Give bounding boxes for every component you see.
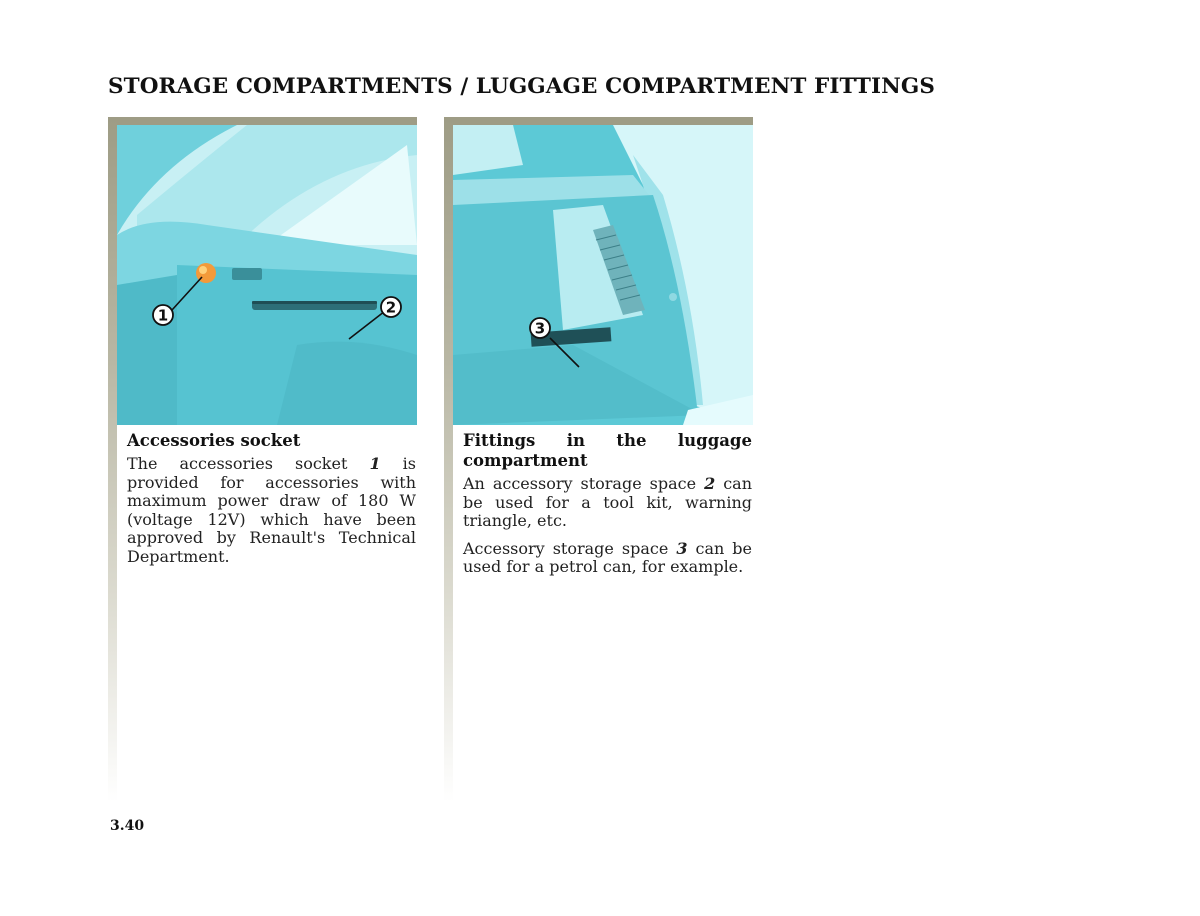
luggage-compartment-photo bbox=[453, 125, 753, 425]
reference-number: 3 bbox=[676, 538, 688, 558]
page-title: STORAGE COMPARTMENTS / LUGGAGE COMPARTMENT FITTINGS bbox=[108, 74, 935, 99]
left-column-top-rule bbox=[108, 117, 417, 125]
section-heading: Fittings in the luggage compartment bbox=[463, 431, 752, 470]
paragraph: The accessories socket 1 is provided for accessories with maximum power draw of 180 W (voltage 12V) which have been approved by Renault's Technical Department. bbox=[127, 454, 416, 566]
section-heading: Accessories socket bbox=[127, 431, 301, 450]
right-column-top-rule bbox=[444, 117, 753, 125]
accessories-socket-photo bbox=[117, 125, 417, 425]
luggage-fittings-section bbox=[463, 431, 752, 586]
callout-1: 1 bbox=[157, 306, 169, 325]
callout-3: 3 bbox=[534, 319, 546, 338]
paragraph: An accessory storage space 2 can be used for a tool kit, warning triangle, etc. bbox=[463, 474, 753, 530]
left-column-side-rule bbox=[108, 117, 117, 802]
reference-number: 2 bbox=[704, 474, 716, 493]
paragraph: Accessory storage space 3 can be used for a petrol can, for example. bbox=[463, 538, 753, 576]
callout-2: 2 bbox=[385, 298, 397, 317]
right-column-side-rule bbox=[444, 117, 453, 802]
accessories-socket-section bbox=[127, 431, 416, 575]
page-number: 3.40 bbox=[110, 818, 145, 834]
reference-number: 1 bbox=[369, 454, 381, 473]
